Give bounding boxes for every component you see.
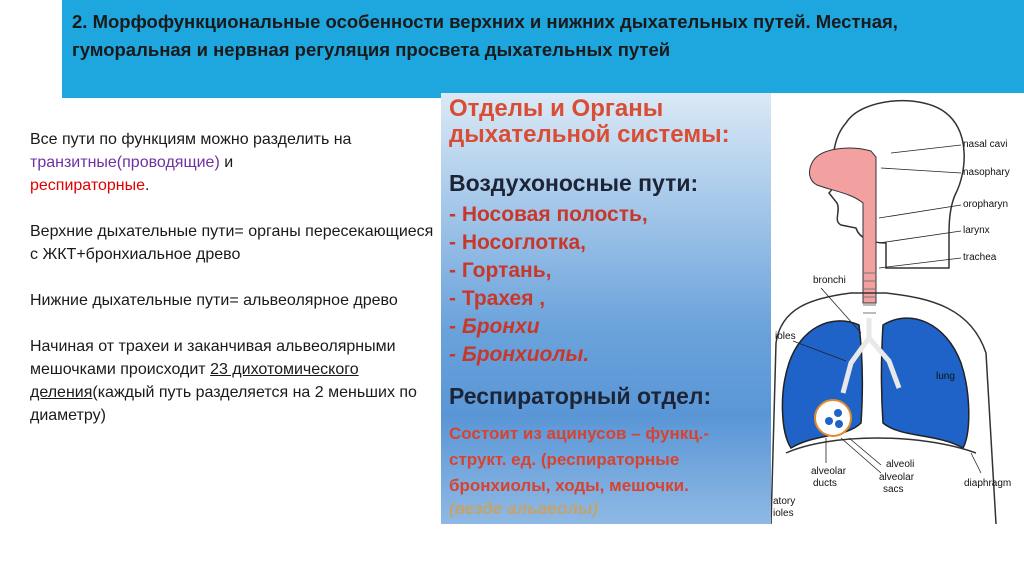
label-respiratory-bronchioles: ioles	[773, 508, 794, 519]
text-span: - Бронхи	[449, 315, 540, 338]
underlined-term: 23 дихотомического деления	[30, 361, 359, 401]
text-span: .	[145, 177, 150, 194]
alveolus	[825, 417, 833, 425]
label-alveolar-sacs: alveolar	[879, 472, 915, 483]
alveoli-magnifier	[815, 400, 851, 436]
label-bronchioles: ioles	[775, 331, 796, 342]
respiratory-sections-card	[441, 93, 771, 524]
slide-title: 2. Морфофункциональные особенности верхних и нижних дыхательных путей. Местная, гуморальная и нервная регуляция просвета дыхательных путей	[72, 11, 898, 60]
card-heading-line1: Отделы и Органы	[449, 95, 664, 122]
respiratory-section-title: Респираторный отдел:	[449, 383, 712, 409]
label-diaphragm: diaphragm	[964, 478, 1012, 489]
alveolus	[835, 420, 843, 428]
label-nasopharynx: nasophary	[963, 167, 1010, 178]
airway-item: - Носовая полость,	[449, 203, 648, 226]
paragraph-division	[30, 335, 435, 427]
body-text	[30, 128, 435, 450]
label-trachea: trachea	[963, 252, 997, 263]
text-span: (каждый путь разделяется на 2 меньших по диаметру)	[30, 384, 417, 424]
airway-item: - Носоглотка,	[449, 231, 586, 254]
paragraph-upper-airways: Верхние дыхательные пути= органы пересекающиеся с ЖКТ+бронхиальное древо	[30, 223, 434, 263]
label-alveolar-ducts: ducts	[813, 478, 837, 489]
airway-item	[449, 315, 540, 339]
label-larynx: larynx	[963, 225, 990, 236]
airway-item	[449, 343, 589, 367]
respiratory-system-diagram	[771, 93, 1024, 524]
term-respiratory: респираторные	[30, 177, 146, 194]
paragraph-classification	[30, 128, 435, 197]
label-alveolar-sacs: sacs	[883, 484, 904, 495]
alveolus	[834, 409, 842, 417]
label-alveoli: alveoli	[886, 459, 915, 470]
card-heading-line2: дыхательной системы:	[449, 121, 730, 148]
label-oropharynx: oropharyn	[963, 199, 1009, 210]
anatomy-illustration	[771, 93, 1024, 524]
label-nasal-cavity: nasal cavi	[963, 139, 1008, 150]
text-span: и	[219, 154, 234, 171]
paragraph-lower-airways: Нижние дыхательные пути= альвеолярное древо	[30, 292, 398, 309]
text-span: Начиная от трахеи и заканчивая альвеолярными мешочками происходит	[30, 338, 396, 378]
airways-title: Воздухоносные пути:	[449, 170, 699, 196]
label-bronchi: bronchi	[813, 275, 846, 286]
acinus-note-line3: бронхиолы, ходы, мешочки.	[449, 476, 689, 495]
label-alveolar-ducts: alveolar	[811, 466, 847, 477]
acinus-note-line2: структ. ед. (респираторные	[449, 450, 680, 469]
label-lung: lung	[936, 371, 955, 382]
term-transit: транзитные(проводящие)	[30, 154, 220, 171]
airway-item: - Гортань,	[449, 259, 552, 282]
label-respiratory-bronchioles: atory	[773, 496, 796, 507]
airway-item: - Трахея ,	[449, 287, 546, 310]
acinus-note-line4: (везде альвеолы)	[449, 499, 599, 518]
acinus-note-line1: Состоит из ацинусов – функц.-	[449, 424, 710, 443]
text-span: - Бронхиолы.	[449, 343, 590, 366]
text-span: Все пути по функциям можно разделить на	[30, 131, 352, 148]
